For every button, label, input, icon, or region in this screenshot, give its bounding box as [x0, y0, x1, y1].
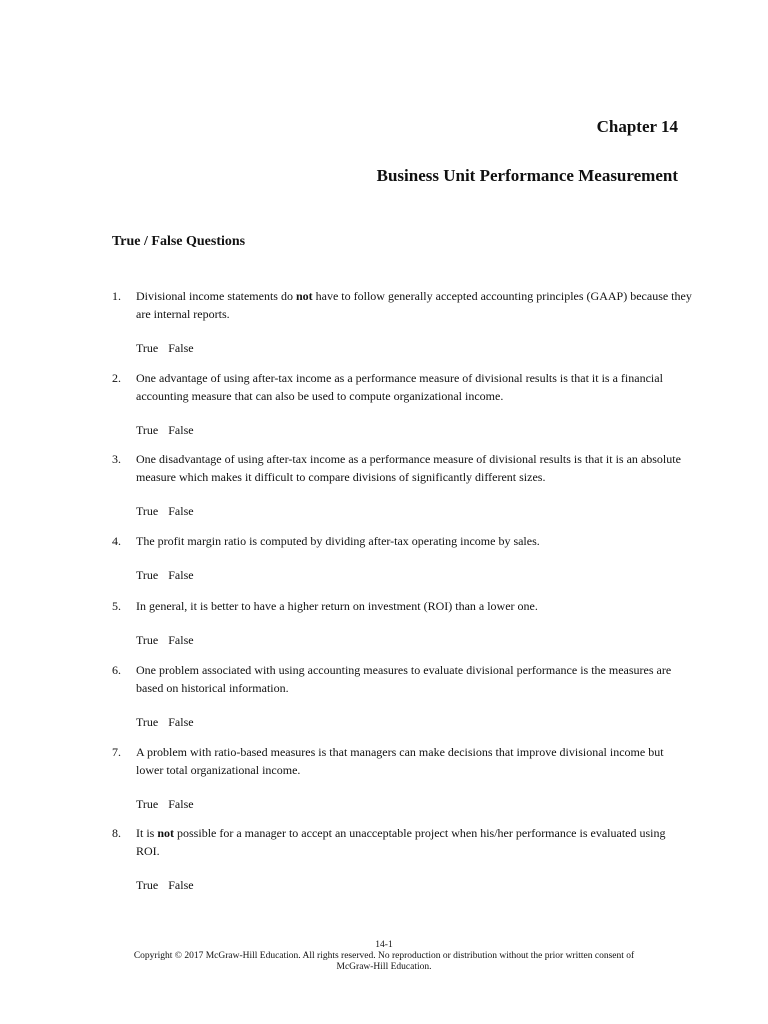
answer-true: True [136, 633, 159, 647]
question-number: 6. [112, 663, 121, 677]
question-number: 5. [112, 599, 121, 613]
answer-options [136, 713, 204, 731]
question-number: 3. [112, 452, 121, 466]
answer-true: True [136, 715, 159, 729]
question-number: 7. [112, 745, 121, 759]
answer-true: True [136, 568, 159, 582]
question-text: In general, it is better to have a higher return on investment (ROI) than a lower one. [136, 599, 538, 613]
answer-options [136, 502, 204, 520]
answer-false: False [168, 504, 194, 518]
copyright-line: McGraw-Hill Education. [336, 962, 432, 972]
answer-options [136, 795, 204, 813]
question-text: One disadvantage of using after-tax income as a performance measure of divisional results is that it is an absolute measure which makes it difficult to compare divisions of significantly different sizes. [136, 452, 681, 484]
chapter-title: Business Unit Performance Measurement [376, 166, 678, 185]
question-text: One advantage of using after-tax income as a performance measure of divisional results is that it is a financial accounting measure that can also be used to compute organizational income. [136, 371, 663, 403]
answer-true: True [136, 878, 159, 892]
answer-false: False [168, 878, 194, 892]
answer-false: False [168, 341, 194, 355]
answer-false: False [168, 797, 194, 811]
question-text: One problem associated with using accounting measures to evaluate divisional performance is the measures are based on historical information. [136, 663, 672, 695]
question-text: It is not possible for a manager to accept an unacceptable project when his/her performance is evaluated using ROI. [136, 826, 666, 858]
section-title: True / False Questions [112, 234, 246, 249]
answer-options [136, 876, 204, 894]
page-footer [0, 940, 768, 973]
answer-options [136, 421, 204, 439]
answer-false: False [168, 715, 194, 729]
question-number: 4. [112, 534, 121, 548]
answer-options [136, 566, 204, 584]
answer-false: False [168, 633, 194, 647]
answer-options [136, 339, 204, 357]
copyright-line: Copyright © 2017 McGraw-Hill Education. All rights reserved. No reproduction or distribution without the prior written consent of [133, 951, 635, 961]
chapter-heading: Chapter 14 [596, 117, 678, 136]
answer-options [136, 631, 204, 649]
question-text: A problem with ratio-based measures is that managers can make decisions that improve divisional income but lower total organizational income. [136, 745, 664, 777]
answer-true: True [136, 341, 159, 355]
question-number: 8. [112, 826, 121, 840]
page-number: 14-1 [375, 940, 393, 950]
emphasis-text: not [157, 826, 175, 840]
answer-true: True [136, 504, 159, 518]
answer-true: True [136, 797, 159, 811]
answer-true: True [136, 423, 159, 437]
answer-false: False [168, 568, 194, 582]
question-text: Divisional income statements do not have to follow generally accepted accounting principles (GAAP) because they are internal reports. [136, 289, 692, 321]
question-text: The profit margin ratio is computed by dividing after-tax operating income by sales. [136, 534, 540, 548]
question-number: 2. [112, 371, 121, 385]
emphasis-text: not [295, 289, 313, 303]
question-number: 1. [112, 289, 121, 303]
answer-false: False [168, 423, 194, 437]
